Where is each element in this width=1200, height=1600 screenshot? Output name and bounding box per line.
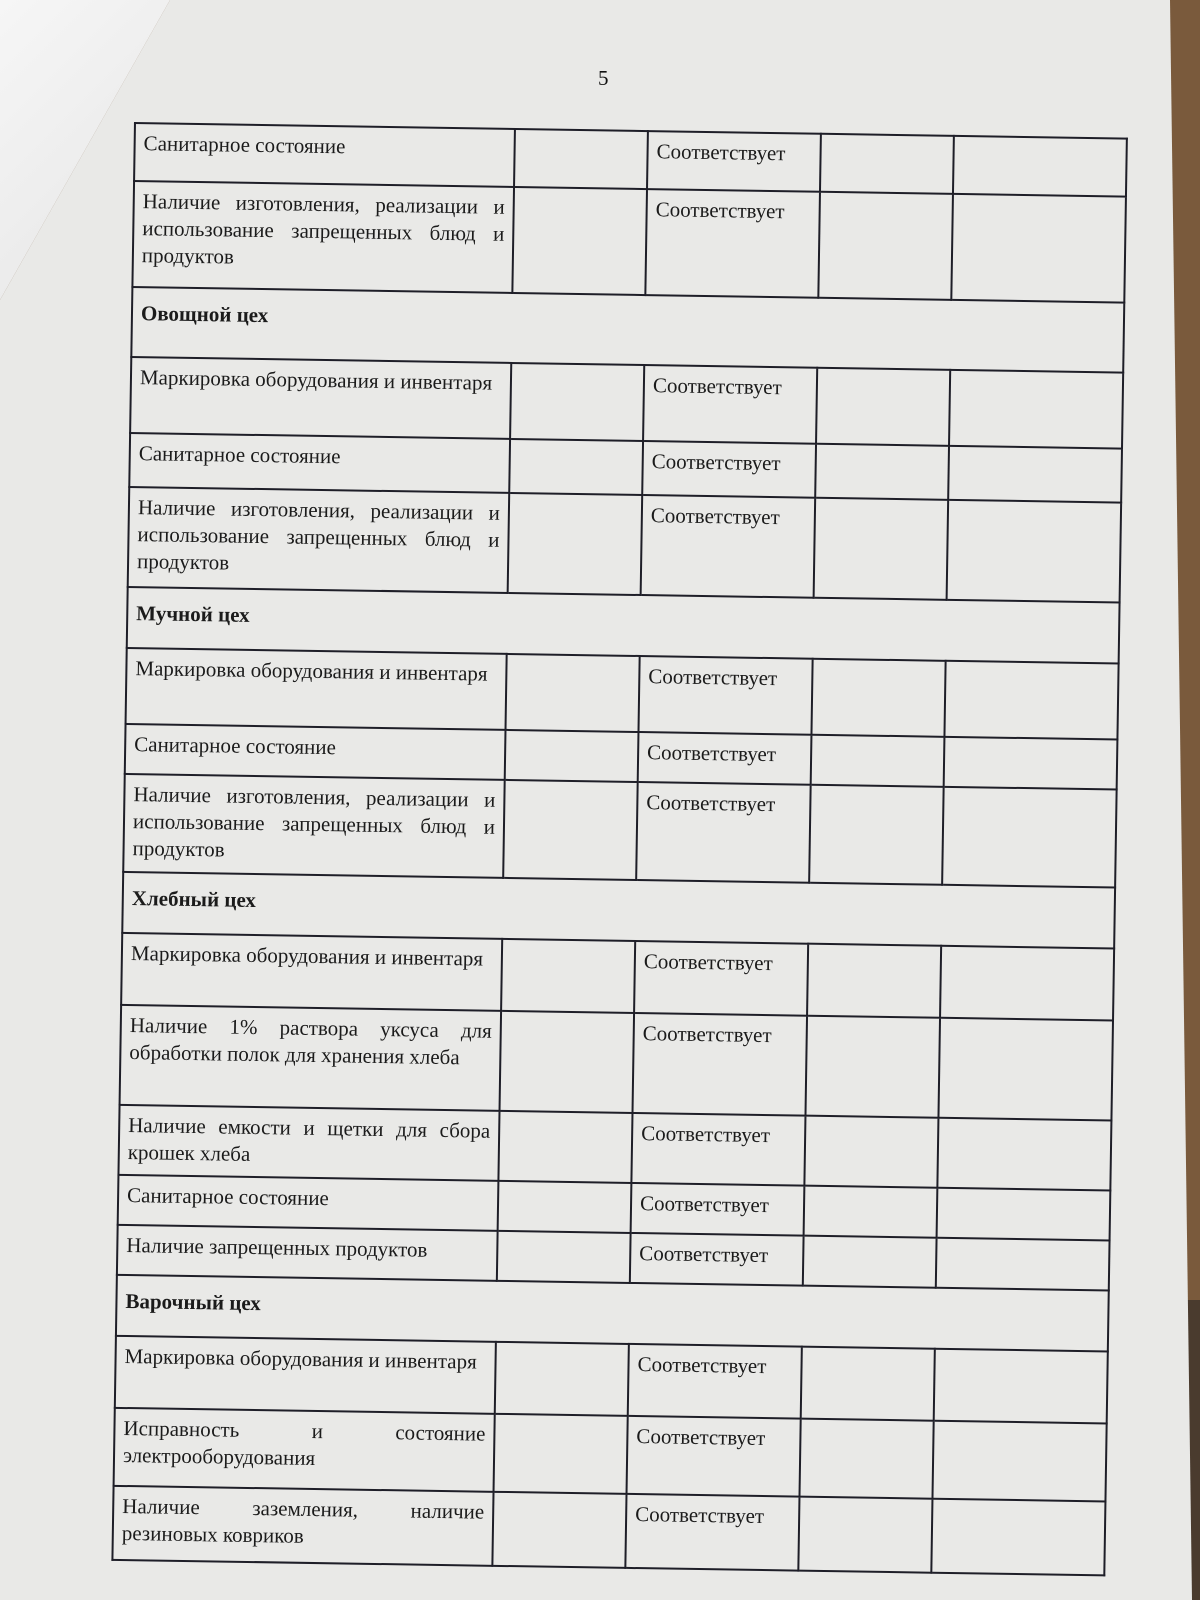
empty-cell	[937, 1118, 1111, 1191]
criterion-cell: Наличие 1% раствора уксуса для обработки полок для хранения хлеба	[120, 1005, 502, 1111]
empty-cell	[807, 944, 941, 1018]
empty-cell	[801, 1347, 935, 1421]
status-cell: Соответствует	[642, 441, 816, 498]
criterion-cell: Санитарное состояние	[125, 724, 506, 780]
empty-cell	[798, 1497, 932, 1573]
section-title: Овощной цех	[131, 287, 1124, 373]
table-row	[123, 774, 1116, 888]
empty-cell	[953, 136, 1127, 197]
empty-cell	[931, 1499, 1105, 1576]
empty-cell	[505, 654, 639, 732]
empty-cell	[937, 1188, 1111, 1241]
table-row	[112, 1486, 1105, 1576]
status-cell: Соответствует	[638, 732, 812, 785]
empty-cell	[505, 730, 639, 782]
empty-cell	[816, 368, 950, 446]
empty-cell	[942, 787, 1117, 888]
status-cell: Соответствует	[631, 1183, 805, 1236]
status-cell: Соответствует	[643, 365, 817, 444]
status-cell: Соответствует	[636, 782, 811, 883]
status-cell: Соответствует	[632, 1013, 807, 1116]
empty-cell	[803, 1236, 937, 1288]
criterion-cell: Маркировка оборудования и инвентаря	[130, 357, 511, 439]
empty-cell	[500, 1011, 635, 1113]
empty-cell	[948, 446, 1122, 503]
status-cell: Соответствует	[634, 941, 808, 1016]
inspection-table-body	[112, 123, 1126, 1575]
criterion-cell: Исправность и состояние электрооборудования	[114, 1408, 495, 1492]
section-title: Хлебный цех	[122, 872, 1115, 949]
status-cell: Соответствует	[645, 189, 820, 298]
criterion-cell: Маркировка оборудования и инвентаря	[121, 933, 502, 1011]
status-cell: Соответствует	[625, 1494, 799, 1571]
empty-cell	[811, 659, 945, 737]
status-cell: Соответствует	[631, 1113, 805, 1186]
criterion-cell: Маркировка оборудования и инвентаря	[115, 1336, 496, 1414]
empty-cell	[818, 192, 953, 300]
status-cell: Соответствует	[627, 1416, 801, 1497]
criterion-cell: Санитарное состояние	[118, 1175, 499, 1231]
empty-cell	[497, 1231, 631, 1283]
empty-cell	[501, 939, 635, 1013]
empty-cell	[947, 500, 1122, 603]
empty-cell	[809, 785, 944, 885]
inspection-table	[111, 122, 1127, 1576]
empty-cell	[495, 1342, 629, 1416]
empty-cell	[510, 363, 644, 441]
empty-cell	[820, 134, 954, 194]
empty-cell	[512, 187, 647, 295]
empty-cell	[805, 1016, 940, 1118]
table-row	[120, 1005, 1113, 1121]
status-cell: Соответствует	[647, 131, 821, 192]
empty-cell	[944, 661, 1118, 740]
criterion-cell: Наличие изготовления, реализации и использование запрещенных блюд и продуктов	[128, 487, 510, 593]
criterion-cell: Наличие изготовления, реализации и использование запрещенных блюд и продуктов	[123, 774, 504, 878]
empty-cell	[494, 1414, 628, 1494]
section-title: Варочный цех	[116, 1275, 1109, 1352]
empty-cell	[811, 735, 945, 787]
empty-cell	[934, 1349, 1108, 1424]
criterion-cell: Наличие запрещенных продуктов	[117, 1225, 498, 1281]
empty-cell	[799, 1419, 933, 1499]
status-cell: Соответствует	[638, 656, 812, 735]
criterion-cell: Санитарное состояние	[129, 433, 510, 493]
table-row	[132, 181, 1126, 303]
criterion-cell: Санитарное состояние	[134, 123, 515, 187]
empty-cell	[508, 493, 643, 595]
status-cell: Соответствует	[630, 1233, 804, 1286]
empty-cell	[940, 946, 1114, 1021]
empty-cell	[938, 1018, 1113, 1121]
empty-cell	[498, 1181, 632, 1233]
empty-cell	[509, 439, 643, 495]
empty-cell	[804, 1186, 938, 1238]
empty-cell	[814, 498, 949, 600]
empty-cell	[498, 1111, 632, 1183]
empty-cell	[514, 129, 648, 189]
empty-cell	[951, 194, 1126, 303]
criterion-cell: Наличие емкости и щетки для сбора крошек хлеба	[118, 1105, 499, 1181]
page-number: 5	[598, 66, 609, 90]
empty-cell	[932, 1421, 1106, 1502]
status-cell: Соответствует	[641, 495, 816, 598]
empty-cell	[944, 737, 1118, 790]
empty-cell	[936, 1238, 1110, 1291]
empty-cell	[815, 444, 949, 500]
section-title: Мучной цех	[127, 587, 1120, 664]
empty-cell	[949, 370, 1123, 449]
empty-cell	[492, 1492, 626, 1568]
criterion-cell: Маркировка оборудования и инвентаря	[126, 648, 507, 730]
empty-cell	[804, 1116, 938, 1188]
table-row	[128, 487, 1121, 603]
criterion-cell: Наличие заземления, наличие резиновых ковриков	[112, 1486, 493, 1566]
criterion-cell: Наличие изготовления, реализации и использование запрещенных блюд и продуктов	[132, 181, 514, 293]
status-cell: Соответствует	[628, 1344, 802, 1419]
empty-cell	[503, 780, 638, 880]
